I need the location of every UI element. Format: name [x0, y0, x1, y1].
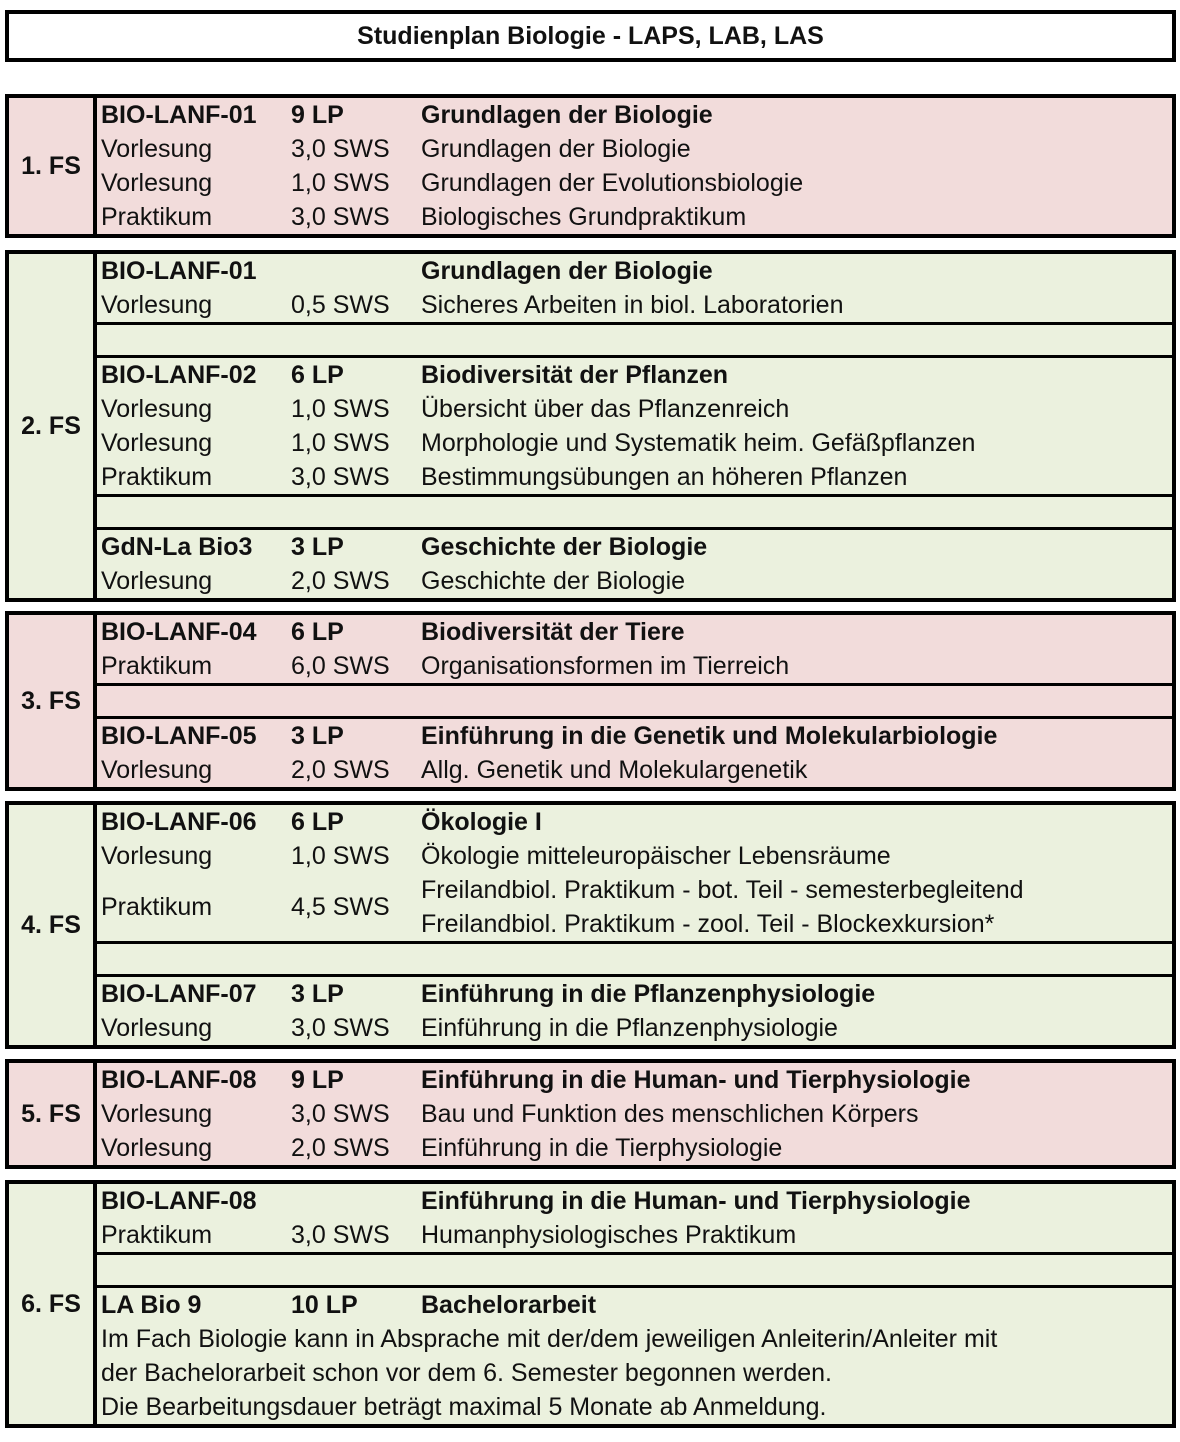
module-header-row — [97, 1184, 1172, 1218]
course-title: Sicheres Arbeiten in biol. Laboratorien — [421, 290, 844, 319]
module-code: BIO-LANF-02 — [101, 360, 257, 389]
semester-content — [97, 805, 1172, 1045]
course-row — [97, 200, 1172, 234]
course-sws: 3,0 SWS — [291, 1013, 390, 1042]
module-name: Einführung in die Human- und Tierphysiologie — [421, 1065, 971, 1094]
course-row — [97, 460, 1172, 494]
course-sws: 0,5 SWS — [291, 290, 390, 319]
bachelorarbeit-note: Im Fach Biologie kann in Absprache mit der/dem jeweiligen Anleiterin/Anleiter mit — [101, 1325, 998, 1353]
semester-label: 5. FS — [9, 1063, 97, 1165]
module-lp: 6 LP — [291, 360, 344, 389]
course-title: Biologisches Grundpraktikum — [421, 202, 747, 231]
course-type: Praktikum — [101, 651, 213, 680]
page-title: Studienplan Biologie - LAPS, LAB, LAS — [5, 10, 1176, 62]
course-sws: 3,0 SWS — [291, 134, 390, 163]
semester-content — [97, 1063, 1172, 1165]
module-code: GdN-La Bio3 — [101, 532, 253, 561]
semester-5-block — [5, 1059, 1176, 1169]
module-header-row — [97, 977, 1172, 1011]
course-row — [97, 753, 1172, 787]
semester-content — [97, 98, 1172, 234]
course-type: Vorlesung — [101, 755, 213, 784]
module-header-row — [97, 805, 1172, 839]
module-code: BIO-LANF-05 — [101, 721, 257, 750]
semester-content — [97, 1184, 1172, 1424]
course-type: Vorlesung — [101, 428, 213, 457]
module-lp: 9 LP — [291, 1065, 344, 1094]
course-sws: 6,0 SWS — [291, 651, 390, 680]
course-type: Praktikum — [101, 462, 213, 491]
module-lp: 3 LP — [291, 979, 344, 1008]
course-row — [97, 649, 1172, 683]
bachelorarbeit-note: der Bachelorarbeit schon vor dem 6. Semester begonnen werden. — [101, 1359, 832, 1387]
course-title: Freilandbiol. Praktikum - zool. Teil - Blockexkursion* — [421, 910, 995, 938]
module-code: BIO-LANF-08 — [101, 1065, 257, 1094]
course-title: Ökologie mitteleuropäischer Lebensräume — [421, 841, 891, 870]
module-lp: 3 LP — [291, 532, 344, 561]
course-type: Vorlesung — [101, 566, 213, 595]
course-title: Einführung in die Tierphysiologie — [421, 1133, 783, 1162]
course-title: Übersicht über das Pflanzenreich — [421, 394, 790, 423]
course-type: Vorlesung — [101, 1099, 213, 1128]
module-header-row — [97, 530, 1172, 564]
course-row — [97, 564, 1172, 598]
course-sws: 4,5 SWS — [291, 892, 390, 921]
course-type: Praktikum — [101, 202, 213, 231]
course-sws: 1,0 SWS — [291, 841, 390, 870]
course-title: Bau und Funktion des menschlichen Körpers — [421, 1099, 919, 1128]
module-name: Einführung in die Pflanzenphysiologie — [421, 979, 876, 1008]
course-row — [97, 1097, 1172, 1131]
course-title: Grundlagen der Evolutionsbiologie — [421, 168, 804, 197]
course-title: Geschichte der Biologie — [421, 566, 686, 595]
course-type: Praktikum — [101, 1220, 213, 1249]
course-row — [97, 132, 1172, 166]
course-title: Allg. Genetik und Molekulargenetik — [421, 755, 808, 784]
course-row — [97, 1131, 1172, 1165]
module-lp: 3 LP — [291, 721, 344, 750]
module-name: Biodiversität der Pflanzen — [421, 360, 729, 389]
semester-label: 6. FS — [9, 1184, 97, 1424]
course-sws: 3,0 SWS — [291, 202, 390, 231]
module-header-row — [97, 615, 1172, 649]
course-type: Praktikum — [101, 892, 213, 921]
course-sws: 1,0 SWS — [291, 394, 390, 423]
semester-label: 1. FS — [9, 98, 97, 234]
semester-label: 4. FS — [9, 805, 97, 1045]
course-sws: 3,0 SWS — [291, 462, 390, 491]
module-lp: 6 LP — [291, 807, 344, 836]
course-row — [97, 392, 1172, 426]
module-name: Grundlagen der Biologie — [421, 256, 713, 285]
course-sws: 2,0 SWS — [291, 755, 390, 784]
course-sws: 2,0 SWS — [291, 1133, 390, 1162]
module-code: BIO-LANF-04 — [101, 617, 257, 646]
semester-label: 2. FS — [9, 254, 97, 598]
course-title: Morphologie und Systematik heim. Gefäßpflanzen — [421, 428, 976, 457]
module-code: LA Bio 9 — [101, 1290, 202, 1319]
module-code: BIO-LANF-07 — [101, 979, 257, 1008]
course-row — [97, 166, 1172, 200]
course-type: Vorlesung — [101, 841, 213, 870]
module-divider — [97, 683, 1172, 719]
module-header-row — [97, 1063, 1172, 1097]
module-divider — [97, 494, 1172, 530]
module-header-row — [97, 98, 1172, 132]
module-code: BIO-LANF-06 — [101, 807, 257, 836]
module-divider — [97, 322, 1172, 358]
module-code: BIO-LANF-08 — [101, 1186, 257, 1215]
course-sws: 3,0 SWS — [291, 1220, 390, 1249]
course-sws: 2,0 SWS — [291, 566, 390, 595]
course-title: Einführung in die Pflanzenphysiologie — [421, 1013, 838, 1042]
module-lp: 9 LP — [291, 100, 344, 129]
module-divider — [97, 1252, 1172, 1288]
course-type: Vorlesung — [101, 168, 213, 197]
course-type: Vorlesung — [101, 394, 213, 423]
module-header-row — [97, 1288, 1172, 1322]
course-title: Humanphysiologisches Praktikum — [421, 1220, 797, 1249]
semester-1-block — [5, 94, 1176, 238]
module-name: Grundlagen der Biologie — [421, 100, 713, 129]
course-type: Vorlesung — [101, 290, 213, 319]
course-row — [97, 839, 1172, 873]
course-sws: 1,0 SWS — [291, 428, 390, 457]
course-row — [97, 426, 1172, 460]
course-row — [97, 288, 1172, 322]
course-row — [97, 1218, 1172, 1252]
semester-content — [97, 615, 1172, 787]
bachelorarbeit-note: Die Bearbeitungsdauer beträgt maximal 5 Monate ab Anmeldung. — [101, 1393, 827, 1421]
semester-content — [97, 254, 1172, 598]
course-type: Vorlesung — [101, 1133, 213, 1162]
course-title-group — [421, 873, 1172, 941]
course-sws: 1,0 SWS — [291, 168, 390, 197]
module-divider — [97, 941, 1172, 977]
semester-label: 3. FS — [9, 615, 97, 787]
module-code: BIO-LANF-01 — [101, 256, 257, 285]
course-title: Bestimmungsübungen an höheren Pflanzen — [421, 462, 908, 491]
semester-4-block — [5, 801, 1176, 1049]
module-lp: 10 LP — [291, 1290, 358, 1319]
course-title: Freilandbiol. Praktikum - bot. Teil - semesterbegleitend — [421, 876, 1024, 904]
module-name: Einführung in die Genetik und Molekularbiologie — [421, 721, 998, 750]
module-name: Bachelorarbeit — [421, 1290, 597, 1319]
module-header-row — [97, 358, 1172, 392]
course-row — [97, 1011, 1172, 1045]
module-name: Biodiversität der Tiere — [421, 617, 685, 646]
semester-3-block — [5, 611, 1176, 791]
module-header-row — [97, 719, 1172, 753]
module-name: Einführung in die Human- und Tierphysiologie — [421, 1186, 971, 1215]
course-type: Vorlesung — [101, 1013, 213, 1042]
course-title: Organisationsformen im Tierreich — [421, 651, 790, 680]
module-name: Geschichte der Biologie — [421, 532, 708, 561]
module-name: Ökologie I — [421, 807, 542, 836]
course-sws: 3,0 SWS — [291, 1099, 390, 1128]
course-type: Vorlesung — [101, 134, 213, 163]
course-row — [97, 873, 1172, 941]
semester-2-block — [5, 250, 1176, 602]
course-title: Grundlagen der Biologie — [421, 134, 691, 163]
module-header-row — [97, 254, 1172, 288]
module-code: BIO-LANF-01 — [101, 100, 257, 129]
semester-6-block — [5, 1180, 1176, 1428]
module-lp: 6 LP — [291, 617, 344, 646]
